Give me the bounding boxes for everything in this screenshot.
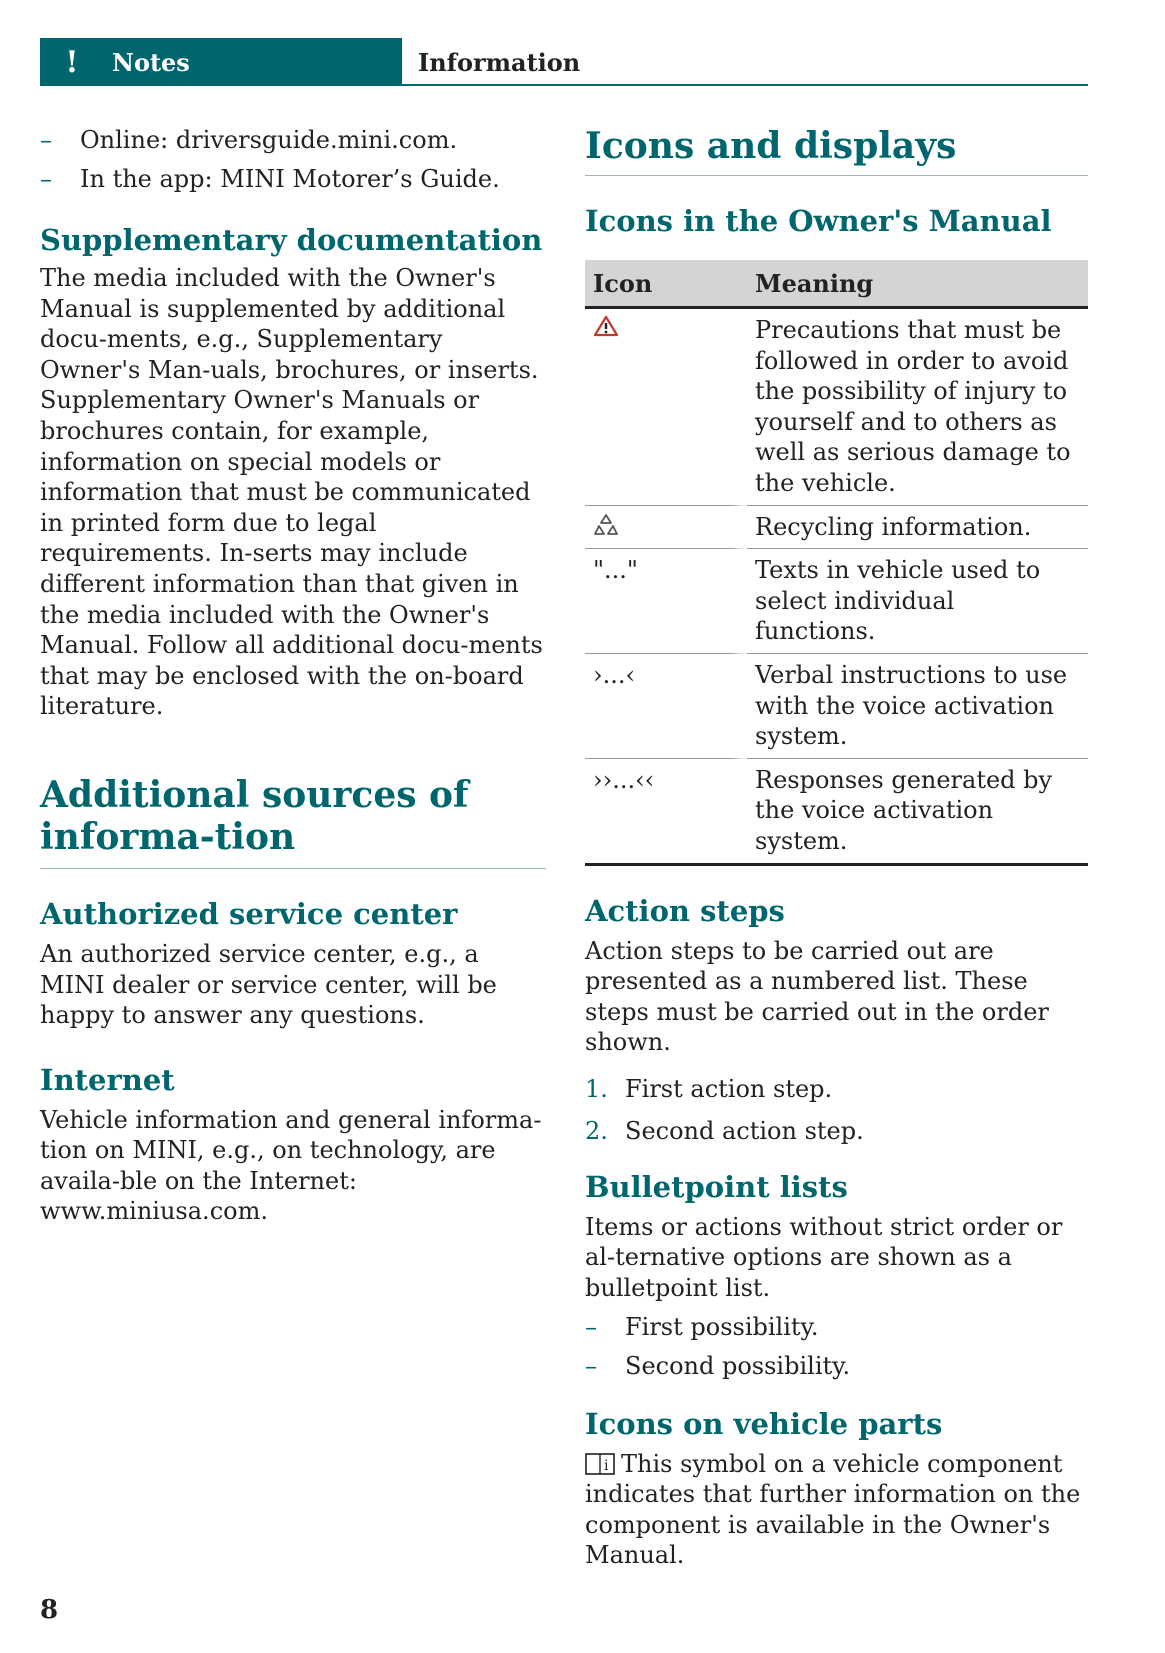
exclamation-icon: ! (65, 44, 79, 80)
warning-triangle-icon (593, 315, 723, 337)
recycling-icon (593, 512, 723, 538)
book-info-icon (585, 1452, 615, 1476)
action-steps-list (585, 1074, 1088, 1146)
bulletpoint-list (585, 1312, 1088, 1381)
header-rule (402, 84, 1088, 86)
meaning-cell: Recycling information. (747, 506, 1088, 550)
vehicle-parts-heading: Icons on vehicle parts (585, 1406, 943, 1441)
list-item: – In the app: MINI Motorer’s Guide. (40, 165, 500, 193)
bulletpoint-text: Items or actions without strict order or al-ternative options are shown as a bulletpoint list. (585, 1212, 1063, 1303)
list-item: – First possibility. (585, 1312, 819, 1341)
list-item: 2. Second action step. (585, 1116, 864, 1145)
table-row (585, 506, 1088, 550)
owners-manual-icons-heading: Icons in the Owner's Manual (585, 204, 1052, 238)
icon-cell: "..." (585, 549, 747, 654)
table-header-row (585, 260, 1088, 309)
vehicle-parts-text: This symbol on a vehicle component indicates that further information on the component is available in the Owner's Manual. (585, 1449, 1081, 1570)
service-center-heading: Authorized service center (40, 896, 458, 931)
internet-heading: Internet (40, 1062, 175, 1097)
table-row (585, 759, 1088, 866)
meaning-cell: Precautions that must be followed in order to avoid the possibility of injury to yourself and to others as well as serious damage to the vehicle. (747, 309, 1088, 506)
action-steps-heading: Action steps (585, 893, 785, 928)
table-row (585, 549, 1088, 654)
section-tab (40, 38, 402, 86)
list-item: 1. First action step. (585, 1074, 833, 1103)
icons-displays-heading: Icons and displays (585, 125, 1088, 176)
icon-cell (585, 309, 747, 506)
supplementary-text: The media included with the Owner's Manual is supplemented by additional docu-ments, e.g., Supplementary Owner's Man-uals, brochures, or inserts. Supplementary Owner's Manuals or brochures contain, for example, information on special models or information that must be communicated in printed form due to legal requirements. In-serts may include different information than that given in the media included with the Owner's Manual. Follow all additional docu-ments that may be enclosed with the on-board literature. (40, 264, 543, 721)
internet-text: Vehicle information and general informa-tion on MINI, e.g., on technology, are availa-ble on the Internet: www.miniusa.com. (40, 1105, 542, 1226)
table-row (585, 654, 1088, 759)
bulletpoint-heading: Bulletpoint lists (585, 1169, 848, 1204)
icon-cell: ››...‹‹ (585, 759, 747, 866)
column-header-icon: Icon (585, 260, 747, 309)
online-sources-list (40, 125, 546, 194)
service-center-text: An authorized service center, e.g., a MINI dealer or service center, will be happy to answer any questions. (40, 939, 497, 1030)
icon-cell (585, 506, 747, 550)
icon-cell: ›...‹ (585, 654, 747, 759)
chapter-label: Information (418, 47, 581, 77)
additional-sources-heading: Additional sources of informa-tion (40, 774, 546, 869)
action-steps-text: Action steps to be carried out are presented as a numbered list. These steps must be carried out in the order shown. (585, 936, 1049, 1057)
right-column (585, 125, 1088, 1571)
left-column (40, 125, 546, 1227)
page-header (40, 38, 1088, 86)
meaning-cell: Texts in vehicle used to select individual functions. (747, 549, 1088, 654)
meaning-cell: Verbal instructions to use with the voice activation system. (747, 654, 1088, 759)
icons-table (585, 260, 1088, 866)
table-row (585, 309, 1088, 506)
vehicle-parts-paragraph (585, 1449, 1088, 1571)
supplementary-heading: Supplementary documentation (40, 223, 543, 257)
section-label: Notes (112, 47, 190, 77)
list-item: – Second possibility. (585, 1351, 851, 1380)
meaning-cell: Responses generated by the voice activation system. (747, 759, 1088, 866)
list-item: – Online: driversguide.mini.com. (40, 126, 458, 154)
page-number: 8 (40, 1595, 59, 1625)
column-header-meaning: Meaning (747, 260, 1088, 309)
svg-text:i: i (604, 1457, 609, 1474)
